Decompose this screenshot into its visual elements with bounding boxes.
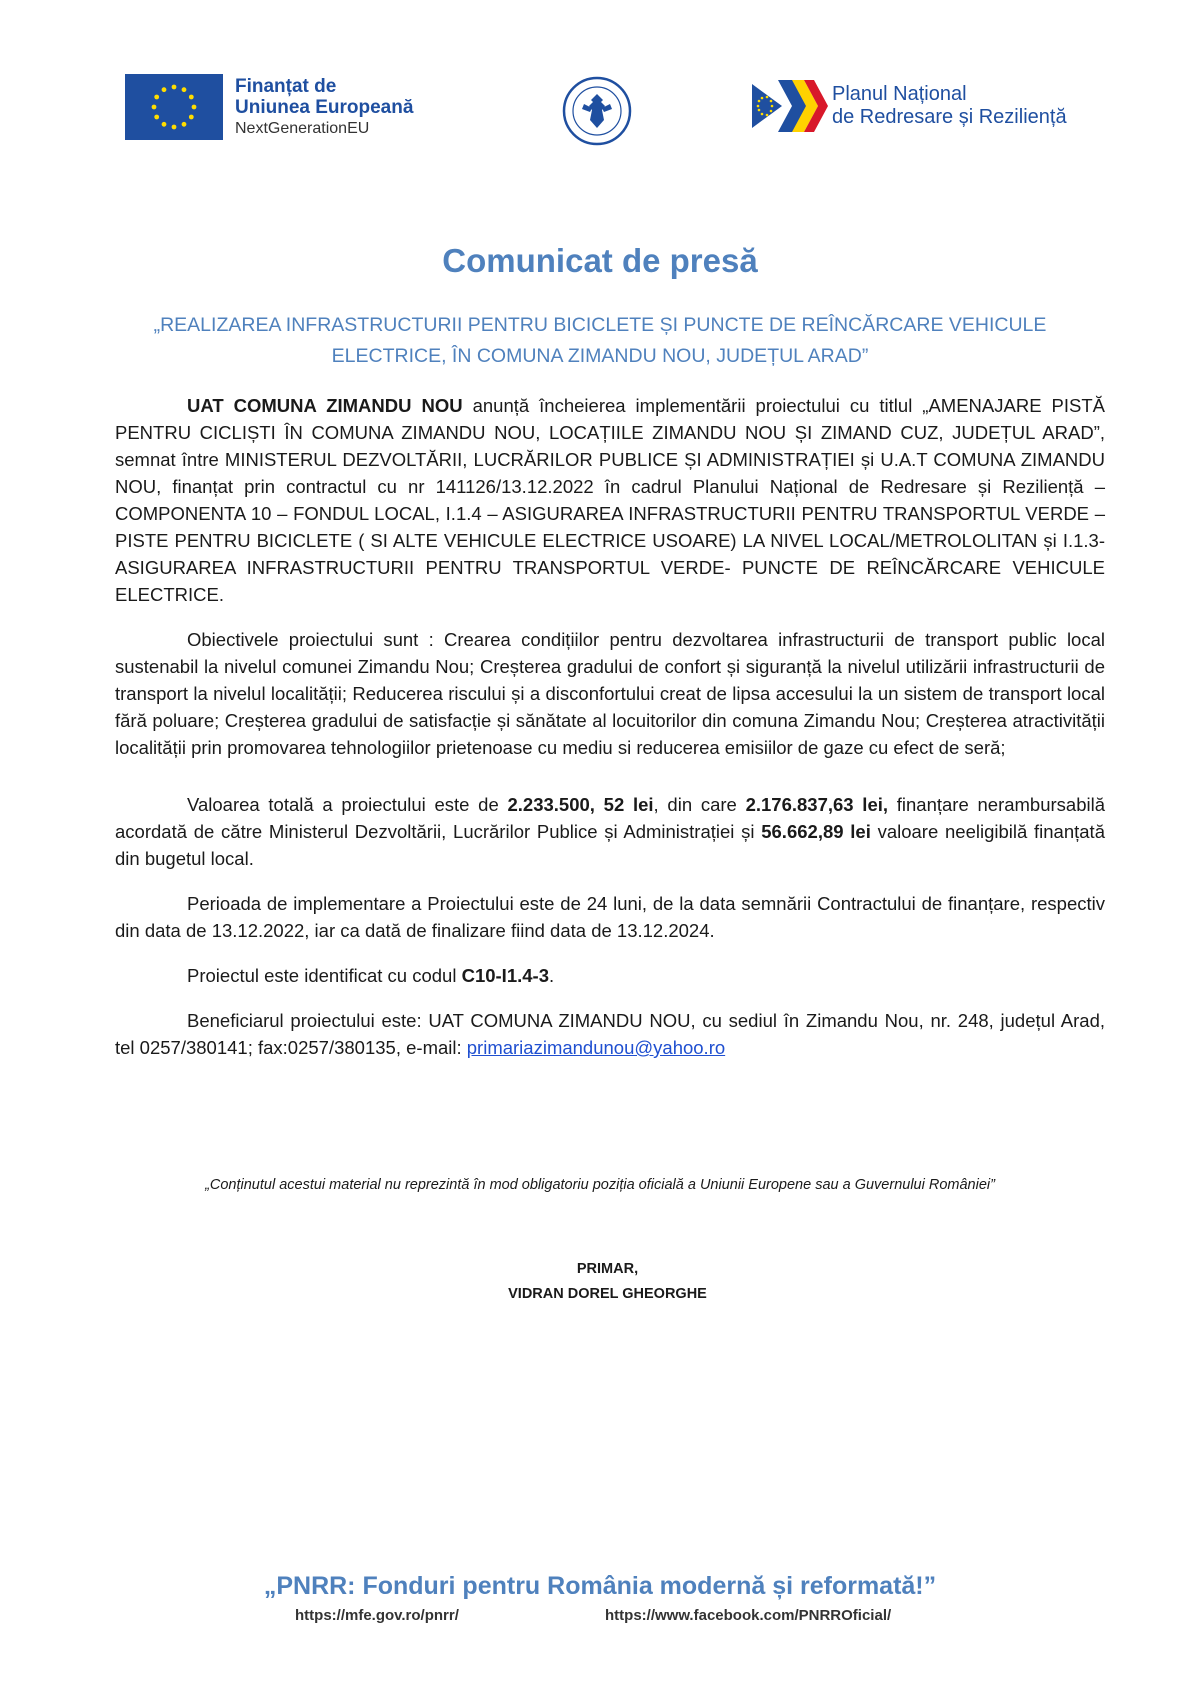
signature-name: VIDRAN DOREL GHEORGHE xyxy=(508,1286,707,1302)
announcement-text: anunță încheierea implementării proiectului cu titlul „AMENAJARE PISTĂ PENTRU CICLIȘTI ÎN COMUNA ZIMANDU NOU, LOCAȚIILE ZIMANDU NOU ȘI ZIMAND CUZ, JUDEȚUL ARAD”, semnat între MINISTERUL DEZVOLTĂRII, LUCRĂRILOR PUBLICE ȘI ADMINISTRAȚIEI și U.A.T COMUNA ZIMANDU NOU, finanțat prin contractul cu nr 141126/13.12.2022 în cadrul Planului Național de Redresare și Reziliență – COMPONENTA 10 – FONDUL LOCAL, I.1.4 – ASIGURAREA INFRASTRUCTURII PENTRU TRANSPORTUL VERDE – PISTE PENTRU BICICLETE ( SI ALTE VEHICULE ELECTRICE USOARE) LA NIVEL LOCAL/METROLOLITAN și I.1.3- ASIGURAREA INFRASTRUCTURII PENTRU TRANSPORTUL VERDE- PUNCTE DE REÎNCĂRCARE VEHICULE ELECTRICE. xyxy=(115,395,1105,605)
ineligible-value: 56.662,89 lei xyxy=(761,821,871,842)
code-text-1: Proiectul este identificat cu codul xyxy=(187,965,462,986)
footer-slogan: „PNRR: Fonduri pentru România modernă și reformată!” xyxy=(263,1572,937,1600)
eu-logo-text xyxy=(235,76,413,139)
value-text-2: , din care xyxy=(653,794,746,815)
pnrr-flag-icon xyxy=(752,80,828,132)
paragraph-period: Perioada de implementare a Proiectului este de 24 luni, de la data semnării Contractului de finanțare, respectiv din data de 13.12.2022, iar ca dată de finalizare fiind data de 13.12.2024. xyxy=(115,893,1105,941)
value-text-1: Valoarea totală a proiectului este de xyxy=(187,794,508,815)
project-subtitle xyxy=(150,310,1050,372)
project-code: C10-I1.4-3 xyxy=(461,965,549,986)
footer-links xyxy=(0,1607,1200,1631)
header-logos xyxy=(0,70,1200,150)
value-text-4: valoare neeligibilă finanțată din bugetul local. xyxy=(115,821,1105,869)
footer-link-mfe[interactable]: https://mfe.gov.ro/pnrr/ xyxy=(295,1607,459,1624)
total-value: 2.233.500, 52 lei xyxy=(507,794,654,815)
email-link[interactable]: primariazimandunou@yahoo.ro xyxy=(466,1037,726,1058)
signature-role: PRIMAR, xyxy=(576,1261,639,1277)
beneficiary-name: UAT COMUNA ZIMANDU NOU xyxy=(187,395,463,416)
pnrr-logo-line2: de Redresare și Reziliență xyxy=(832,106,1067,128)
code-text-2: . xyxy=(548,965,555,986)
subtitle-line-2: ELECTRICE, ÎN COMUNA ZIMANDU NOU, JUDEȚUL ARAD” xyxy=(331,345,869,367)
press-release-body xyxy=(115,392,1105,1061)
pnrr-logo xyxy=(752,80,1067,132)
pnrr-logo-line1: Planul Național xyxy=(832,83,967,105)
paragraph-objectives: Obiectivele proiectului sunt : Crearea condițiilor pentru dezvoltarea infrastructurii de transport public local sustenabil la nivelul comunei Zimandu Nou; Creșterea gradului de confort și siguranță la nivelul utilizării infrastructurii de transport la nivelul localității; Reducerea riscului și a disconfortului creat de lipsa accesului la un sistem de transport local fără poluare; Creșterea gradului de satisfacție și sănătate al locuitorilor din comuna Zimandu Nou; Creșterea atractivității localității prin promovarea tehnologiilor prietenoase cu mediu si reducerea emisiilor de gaze cu efect de seră; xyxy=(115,629,1105,758)
paragraph-code xyxy=(115,962,1105,989)
disclaimer: „Conținutul acestui material nu reprezintă în mod obligatoriu poziția oficială a Uniunii Europene sau a Guvernului României” xyxy=(205,1177,995,1193)
grant-value: 2.176.837,63 lei, xyxy=(745,794,889,815)
eu-logo-line3: NextGenerationEU xyxy=(235,119,370,137)
eu-funding-logo xyxy=(125,74,413,140)
beneficiary-text: Beneficiarul proiectului este: UAT COMUNA ZIMANDU NOU, cu sediul în Zimandu Nou, nr. 248, județul Arad, tel 0257/380141; fax:0257/380135, e-mail: xyxy=(115,1010,1105,1058)
eu-logo-line1: Finanțat de xyxy=(235,75,337,97)
guvernul-romaniei-seal-icon xyxy=(562,76,632,146)
signature-block xyxy=(0,1257,1200,1307)
value-text-3: finanțare nerambursabilă acordată de către Ministerul Dezvoltării, Lucrărilor Publice și Administrației și xyxy=(115,794,1105,842)
subtitle-line-1: „REALIZAREA INFRASTRUCTURII PENTRU BICICLETE ȘI PUNCTE DE REÎNCĂRCARE VEHICULE xyxy=(153,314,1047,336)
paragraph-value xyxy=(115,791,1105,872)
paragraph-beneficiary xyxy=(115,1007,1105,1061)
paragraph-announcement xyxy=(115,392,1105,608)
eu-flag-icon xyxy=(125,74,223,140)
eu-logo-line2: Uniunea Europeană xyxy=(235,96,414,118)
page-title: Comunicat de presă xyxy=(442,242,758,279)
footer-link-facebook[interactable]: https://www.facebook.com/PNRROficial/ xyxy=(605,1607,892,1624)
pnrr-logo-text xyxy=(832,83,1067,129)
